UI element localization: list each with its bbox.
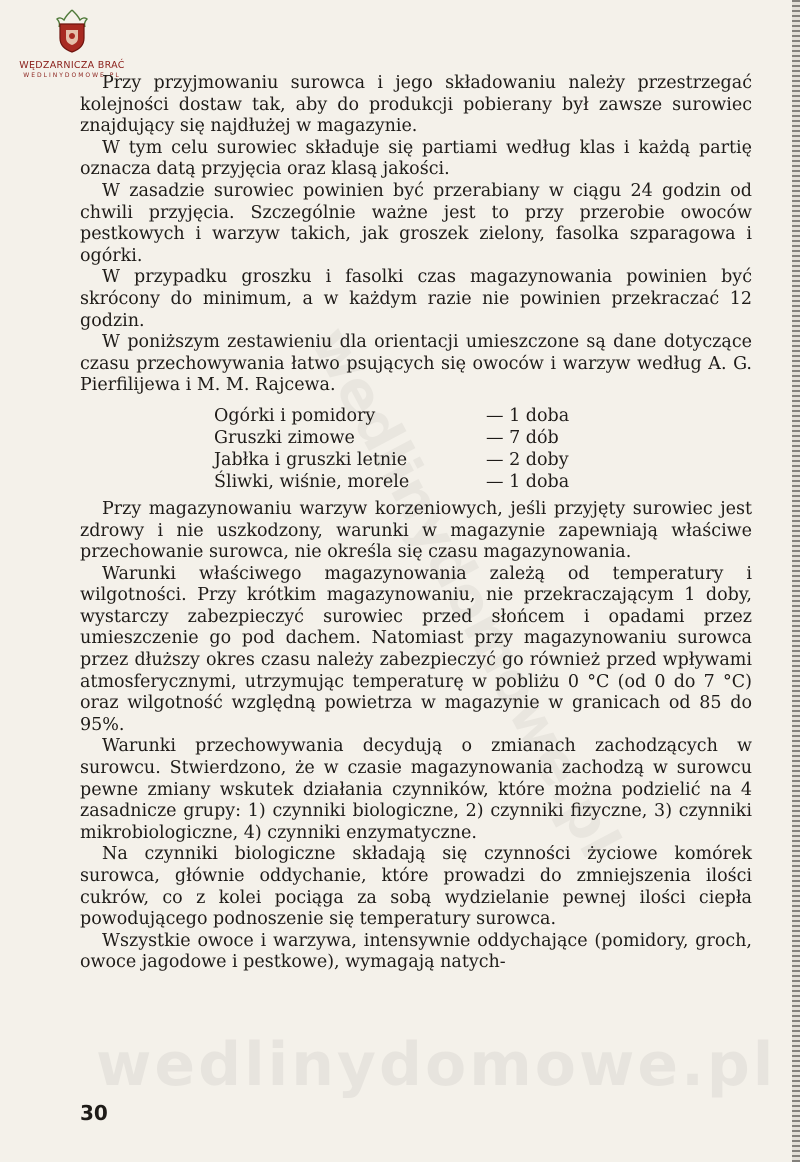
page-number: 30 (80, 1101, 108, 1125)
table-cell-item: Ogórki i pomidory (214, 405, 376, 426)
watermark-bottom: wedlinydomowe.pl (96, 1030, 777, 1100)
table-cell-item: Śliwki, wiśnie, morele (214, 471, 410, 492)
page-edge (792, 0, 800, 1162)
table-cell-duration: — 1 doba (486, 405, 570, 426)
paragraph-5: W poniższym zestawieniu dla orientacji umieszczone są dane dotyczące czasu przechowywania łatwo psujących się owoców i warzyw według A. G. Pierfilijewa i M. M. Rajcewa. (80, 332, 752, 396)
body-text (80, 73, 752, 974)
table-row (214, 449, 569, 471)
paragraph-9: Na czynniki biologiczne składają się czynności życiowe komórek surowca, głównie oddychanie, które prowadzi do zmniejszenia ilości cukrów, co z kolei pociąga za sobą wydzielanie pewnej ilości ciepła powodującego podnoszenie się temperatury surowca. (80, 844, 752, 930)
paragraph-10: Wszystkie owoce i warzywa, intensywnie oddychające (pomidory, groch, owoce jagodowe i pestkowe), wymagają natych- (80, 930, 752, 973)
table-cell-duration: — 1 doba (486, 471, 570, 492)
logo-subtitle: WEDLINYDOMOWE.PL (23, 72, 121, 79)
paragraph-4: W przypadku groszku i fasolki czas magazynowania powinien być skrócony do minimum, a w każdym razie nie powinien przekraczać 12 godzin. (80, 267, 752, 331)
table-cell-item: Gruszki zimowe (214, 427, 355, 448)
table-row (214, 405, 569, 427)
table-row (214, 471, 569, 493)
paragraph-6: Przy magazynowaniu warzyw korzeniowych, jeśli przyjęty surowiec jest zdrowy i nie uszkodzony, warunki w magazynie zapewniają właściwe przechowanie surowca, nie określa się czasu magazynowania. (80, 498, 752, 563)
paragraph-7: Warunki właściwego magazynowania zależą od temperatury i wilgotności. Przy krótkim magazynowaniu, nie przekraczającym 1 doby, wystarczy zabezpieczyć surowiec przed słońcem i opadami przez umieszczenie go pod dachem. Natomiast przy magazynowaniu surowca przez dłuższy okres czasu należy zabezpieczyć go również przed wpływami atmosferycznymi, utrzymując temperaturę w pobliżu 0 °C (od 0 do 7 °C) oraz wilgotność względną powietrza w magazynie w granicach od 85 do 95%. (80, 563, 752, 735)
paragraph-1: Przy przyjmowaniu surowca i jego składowaniu należy przestrzegać kolejności dostaw tak, aby do produkcji pobierany był zawsze surowiec znajdujący się najdłużej w magazynie. (80, 73, 752, 137)
storage-time-table (214, 405, 569, 493)
table-row (214, 427, 569, 449)
logo-name: WĘDZARNICZA BRAĆ (19, 60, 125, 71)
table-cell-duration: — 2 doby (486, 449, 569, 470)
paragraph-2: W tym celu surowiec składuje się partiami według klas i każdą partię oznacza datą przyjęcia oraz klasą jakości. (80, 137, 752, 180)
paragraph-3: W zasadzie surowiec powinien być przerabiany w ciągu 24 godzin od chwili przyjęcia. Szczególnie ważne jest to przy przerobie owoców pestkowych i warzyw takich, jak groszek zielony, fasolka szparagowa i ogórki. (80, 180, 752, 266)
table-cell-duration: — 7 dób (486, 427, 559, 448)
paragraph-8: Warunki przechowywania decydują o zmianach zachodzących w surowcu. Stwierdzono, że w czasie magazynowania zachodzą w surowcu pewne zmiany wskutek działania czynników, które można podzielić na 4 zasadnicze grupy: 1) czynniki biologiczne, 2) czynniki fizyczne, 3) czynniki mikrobiologiczne, 4) czynniki enzymatyczne. (80, 736, 752, 843)
table-cell-item: Jabłka i gruszki letnie (214, 449, 408, 470)
emblem-icon (50, 8, 94, 54)
